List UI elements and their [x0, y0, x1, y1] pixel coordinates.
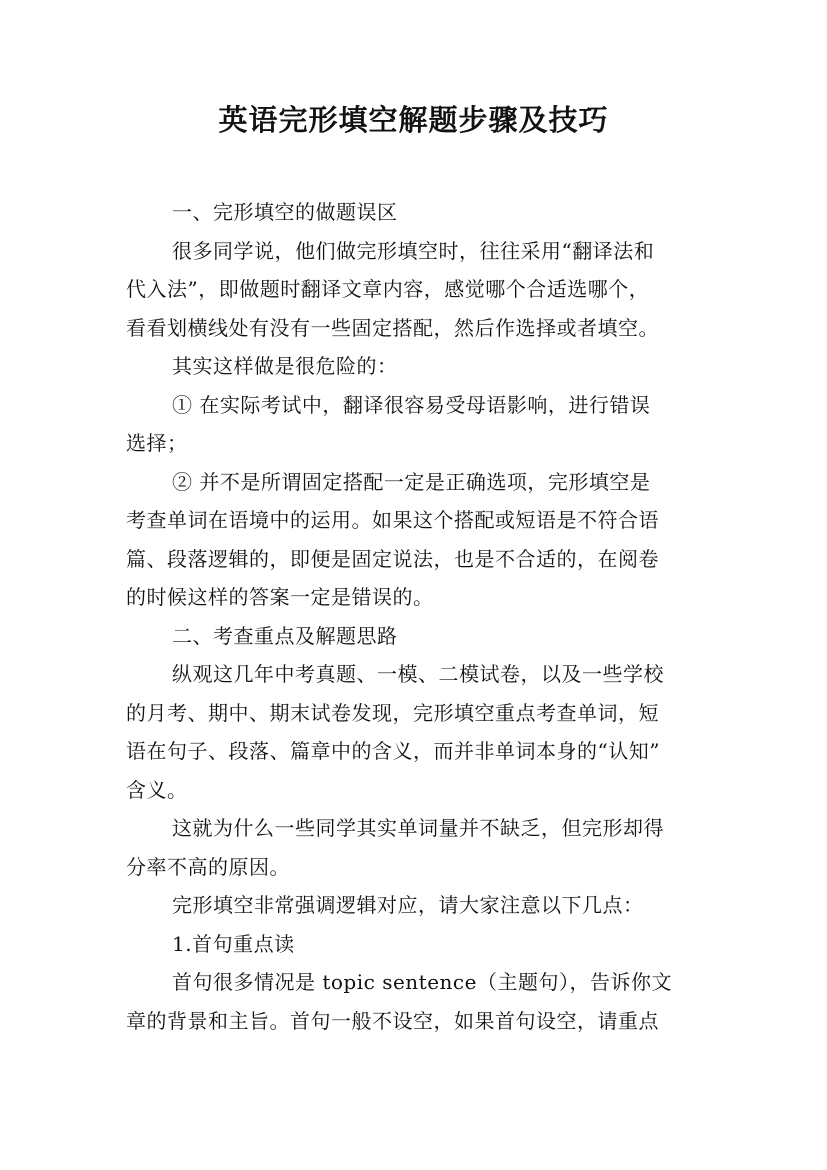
text-line: 含义。	[126, 777, 188, 802]
text-line: 很多同学说，他们做完形填空时，往往采用“翻译法和	[172, 238, 655, 263]
text-line: 这就为什么一些同学其实单词量并不缺乏，但完形却得	[172, 816, 664, 840]
text-line: 考查单词在语境中的运用。如果这个搭配或短语是不符合语	[126, 508, 659, 532]
text-line: ① 在实际考试中，翻译很容易受母语影响，进行错误	[172, 392, 651, 417]
text-line: 纵观这几年中考真题、一模、二模试卷，以及一些学校	[172, 662, 664, 686]
text-line: 一、完形填空的做题误区	[172, 200, 398, 224]
text-line: 篇、段落逻辑的，即便是固定说法，也是不合适的，在阅卷	[126, 546, 659, 571]
text-line: 的时候这样的答案一定是错误的。	[126, 585, 434, 609]
text-line: 选择；	[126, 431, 188, 455]
document-body	[126, 193, 716, 1040]
text-line: 分率不高的原因。	[126, 854, 290, 879]
text-line: 完形填空非常强调逻辑对应，请大家注意以下几点：	[172, 893, 644, 917]
text-line: 语在句子、段落、篇章中的含义，而并非单词本身的“认知”	[126, 739, 660, 763]
document-title: 英语完形填空解题步骤及技巧	[218, 103, 609, 137]
text-line: 1.首句重点读	[172, 931, 295, 956]
text-line: 首句很多情况是 topic sentence（主题句），告诉你文	[172, 970, 672, 994]
text-line: 看看划横线处有没有一些固定搭配，然后作选择或者填空。	[126, 315, 659, 340]
text-line: 章的背景和主旨。首句一般不设空，如果首句设空，请重点	[126, 1008, 659, 1033]
text-line: 其实这样做是很危险的：	[172, 354, 398, 378]
text-line: 二、考查重点及解题思路	[172, 623, 398, 648]
text-line: ② 并不是所谓固定搭配一定是正确选项，完形填空是	[172, 469, 651, 494]
text-line: 的月考、期中、期末试卷发现，完形填空重点考查单词，短	[126, 700, 659, 725]
text-line: 代入法”，即做题时翻译文章内容，感觉哪个合适选哪个，	[126, 277, 650, 301]
